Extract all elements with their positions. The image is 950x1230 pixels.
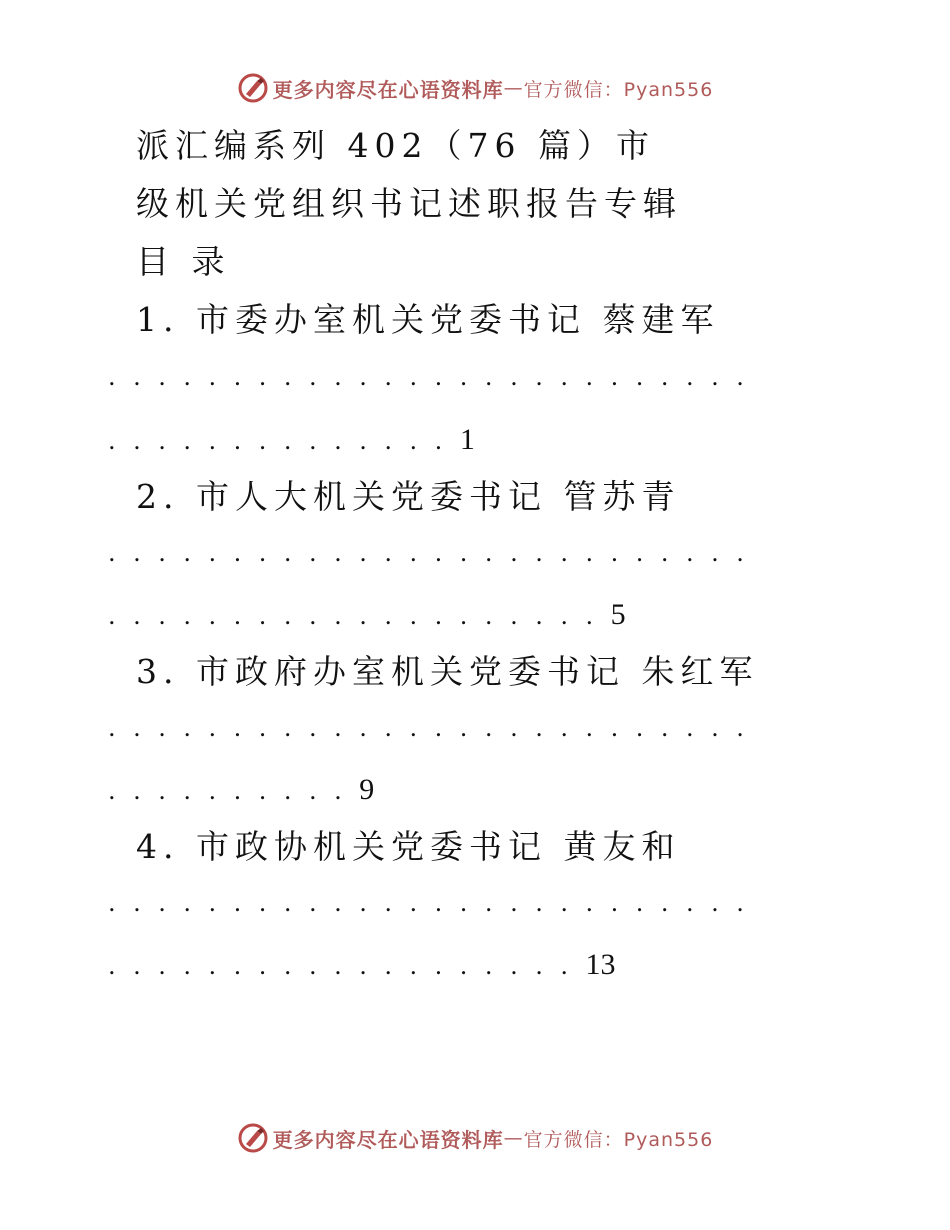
toc-leader-2b-dots: .................... <box>108 602 611 630</box>
watermark-sub-text: 官方微信：Pyan556 <box>523 1128 714 1151</box>
toc-entry-4[interactable]: 4. 市政协机关党委书记 黄友和 <box>136 827 681 866</box>
toc-entry-1[interactable]: 1. 市委办室机关党委书记 蔡建军 <box>136 300 720 339</box>
toc-page-1[interactable]: 1 <box>459 423 475 456</box>
toc-leader-2a: .......................... <box>108 539 762 567</box>
watermark-banner-top <box>0 72 950 104</box>
toc-page-2[interactable]: 5 <box>610 598 626 631</box>
toc-leader-1b <box>108 425 475 456</box>
toc-entry-2[interactable]: 2. 市人大机关党委书记 管苏青 <box>136 477 681 516</box>
watermark-dash: — <box>503 1127 524 1149</box>
watermark-banner-bottom <box>0 1122 950 1154</box>
toc-leader-2b <box>108 600 626 631</box>
toc-leader-3b <box>108 775 374 806</box>
toc-leader-3b-dots: .......... <box>108 777 360 805</box>
toc-page-4[interactable]: 13 <box>585 948 616 981</box>
toc-page-3[interactable]: 9 <box>359 773 375 806</box>
watermark-main-text: 更多内容尽在心语资料库 <box>272 1127 504 1152</box>
toc-leader-4b <box>108 950 615 981</box>
toc-heading: 目 录 <box>136 242 231 281</box>
doc-title-line-2: 级机关党组织书记述职报告专辑 <box>136 184 682 223</box>
toc-leader-1b-dots: .............. <box>108 427 460 455</box>
pen-logo-icon <box>237 72 269 104</box>
pen-logo-icon <box>237 1122 269 1154</box>
toc-leader-1a: .......................... <box>108 363 762 391</box>
watermark-sub-text: 官方微信：Pyan556 <box>523 78 714 101</box>
toc-entry-3[interactable]: 3. 市政府办室机关党委书记 朱红军 <box>136 652 759 691</box>
watermark-main-text: 更多内容尽在心语资料库 <box>272 77 504 102</box>
doc-title-line-1: 派汇编系列 402（76 篇）市 <box>136 126 655 165</box>
toc-leader-4b-dots: ................... <box>108 952 586 980</box>
toc-leader-3a: .......................... <box>108 714 762 742</box>
toc-leader-4a: .......................... <box>108 889 762 917</box>
watermark-dash: — <box>503 77 524 99</box>
